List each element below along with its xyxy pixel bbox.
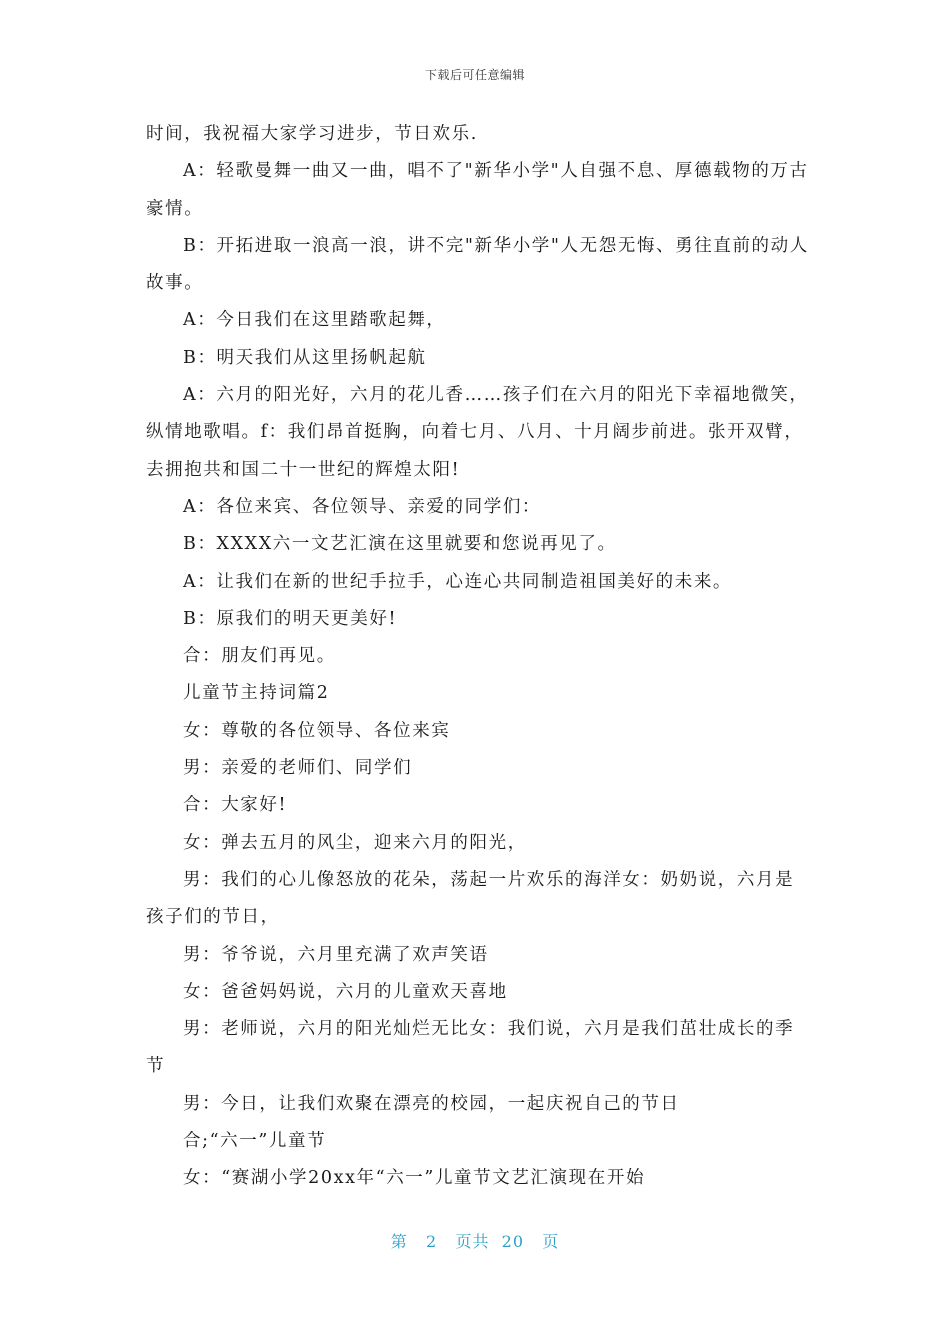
page-footer [0, 1229, 950, 1252]
paragraph: B：XXXX六一文艺汇演在这里就要和您说再见了。 [183, 534, 617, 555]
paragraph: 男：我们的心儿像怒放的花朵，荡起一片欢乐的海洋女：奶奶说，六月是孩子们的节日， [146, 869, 795, 928]
paragraph: A：各位来宾、各位领导、亲爱的同学们： [183, 496, 542, 517]
page-prefix: 第 [390, 1232, 408, 1251]
document-body [146, 116, 811, 1198]
paragraph: 男：爷爷说，六月里充满了欢声笑语 [183, 944, 489, 965]
paragraph: B：原我们的明天更美好! [183, 608, 398, 629]
paragraph: 女：尊敬的各位领导、各位来宾 [183, 720, 451, 741]
total-pages: 20 [501, 1232, 524, 1251]
section-heading: 儿童节主持词篇2 [183, 683, 330, 704]
page-middle: 页共 [455, 1232, 490, 1251]
paragraph: 男：亲爱的老师们、同学们 [183, 758, 413, 779]
paragraph: 男：今日，让我们欢聚在漂亮的校园，一起庆祝自己的节日 [183, 1093, 680, 1114]
paragraph: 女：“赛湖小学20xx年“六一”儿童节文艺汇演现在开始 [183, 1168, 646, 1189]
paragraph: 合：大家好! [183, 795, 288, 816]
paragraph: A：轻歌曼舞一曲又一曲，唱不了"新华小学"人自强不息、厚德载物的万古豪情。 [146, 161, 809, 219]
download-note: 下载后可任意编辑 [424, 68, 525, 82]
paragraph: A：六月的阳光好，六月的花儿香……孩子们在六月的阳光下幸福地微笑，纵情地歌唱。f：我们昂首挺胸，向着七月、八月、十月阔步前进。张开双臂，去拥抱共和国二十一世纪的辉煌太阳! [146, 385, 809, 480]
paragraph: 女：爸爸妈妈说，六月的儿童欢天喜地 [183, 981, 508, 1002]
page-number: 2 [426, 1232, 438, 1251]
paragraph: 合;“六一”儿童节 [183, 1131, 327, 1152]
paragraph: A：今日我们在这里踏歌起舞， [183, 310, 446, 331]
paragraph: 合：朋友们再见。 [183, 646, 336, 667]
page-suffix: 页 [542, 1232, 560, 1251]
paragraph: A：让我们在新的世纪手拉手，心连心共同制造祖国美好的未来。 [183, 571, 733, 592]
paragraph: 男：老师说，六月的阳光灿烂无比女：我们说，六月是我们茁壮成长的季节 [146, 1019, 795, 1077]
paragraph: 时间，我祝福大家学习进步，节日欢乐. [146, 124, 478, 144]
paragraph: B：开拓进取一浪高一浪，讲不完"新华小学"人无怨无悔、勇往直前的动人故事。 [146, 235, 809, 294]
paragraph: 女：弹去五月的风尘，迎来六月的阳光， [183, 832, 527, 853]
paragraph: B：明天我们从这里扬帆起航 [183, 347, 427, 368]
